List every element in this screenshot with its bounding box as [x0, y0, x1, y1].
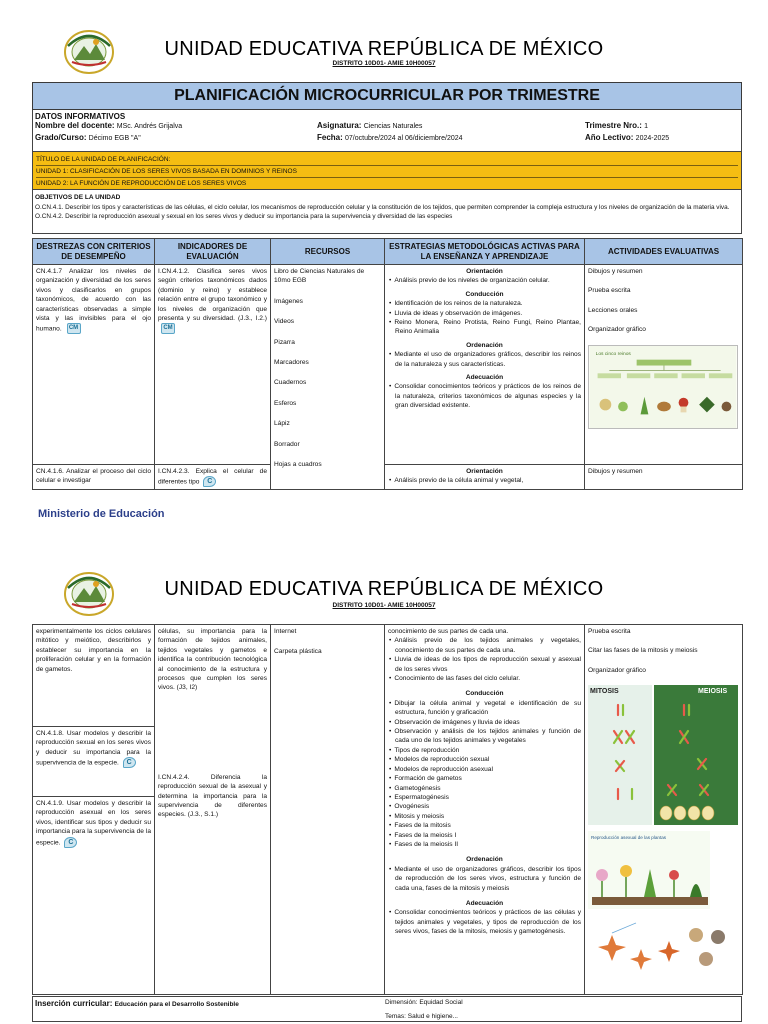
docente-label: Nombre del docente	[35, 121, 112, 130]
actividades-cell	[585, 265, 743, 465]
estrategia-item: • Fases de la meiosis I	[388, 831, 581, 840]
estrategia-orientacion-heading: Orientación	[466, 468, 503, 475]
destreza-cn416: CN.4.1.6. Analizar el proceso del ciclo celular e investigar	[36, 468, 151, 485]
trimestre-label: Trimestre Nro.	[585, 121, 640, 130]
estrategia-item: • Lluvia de ideas de los tipos de reproducción sexual y asexual de los seres vivos	[388, 655, 581, 674]
insercion-value: Educación para el Desarrollo Sostenible	[114, 1001, 239, 1008]
estrategia-item: • Fases de la mitosis	[388, 821, 581, 830]
asignatura-label: Asignatura	[317, 121, 359, 130]
objetivos-unidad	[32, 190, 742, 234]
district-code: DISTRITO 10D01- AMIE 10H00057	[332, 60, 436, 67]
c-badge-icon: C	[203, 476, 216, 487]
table-header-row	[33, 239, 743, 265]
district-code: DISTRITO 10D01- AMIE 10H00057	[332, 602, 436, 609]
estrategia-orientacion: • Análisis previo de la célula animal y vegetal,	[388, 476, 581, 485]
docente-value: MSc. Andrés Grijalva	[116, 123, 183, 130]
recursos-list	[274, 627, 381, 657]
estrategias-cell	[385, 625, 585, 995]
estrategia-item: • Análisis previo de los niveles de organización celular.	[388, 276, 581, 285]
unidad-heading: TÍTULO DE LA UNIDAD DE PLANIFICACIÓN:	[36, 154, 738, 166]
estrategia-item: • Gametogénesis	[388, 784, 581, 793]
school-name: UNIDAD EDUCATIVA REPÚBLICA DE MÉXICO	[164, 578, 604, 600]
mitosis-meiosis-image	[588, 685, 738, 825]
estrategia-conduccion-heading: Conducción	[465, 290, 504, 298]
actividad-item: Lecciones orales	[588, 306, 638, 314]
meiosis-label: MEIOSIS	[698, 688, 728, 696]
estrategia-adecuacion-heading: Adecuación	[465, 374, 504, 382]
recurso-item: Borrador	[274, 440, 300, 448]
recurso-item: Marcadores	[274, 359, 309, 367]
document-page-2	[0, 560, 768, 1024]
estrategia-adecuacion-heading: Adecuación	[465, 899, 504, 907]
cm-badge-icon: CM	[67, 323, 81, 334]
recurso-item: Hojas a cuadros	[274, 461, 322, 469]
estrategia-conduccion	[388, 299, 581, 337]
datos-informativos: DATOS INFORMATIVOS Nombre del docente: MSc. Andrés Grijalva Asignatura: Ciencias Naturales Trimestre Nro.: 1 Grado/Curso: Décimo EGB "A" Fecha: 07/octubre/2024 al 06/diciembre/2024 Año Lectivo: 2024-2025	[32, 110, 742, 152]
recursos-cell	[271, 265, 385, 490]
estrategia-item: • Reino Monera, Reino Protista, Reino Fungi, Reino Plantae, Reino Animalia	[388, 318, 581, 337]
grado-label: Grado/Curso:	[35, 133, 87, 142]
destreza-cn416-cont: experimentalmente los ciclos celulares mitótico y meiótico, describirlos y establecer su importancia en la proliferación celular y en la formación de gametos.	[36, 628, 151, 673]
estrategia-item: • Consolidar conocimientos teóricos y prácticos de los reinos de la naturaleza, criterios taxonómicos de algunas especies y la gran diversidad existente.	[388, 382, 581, 410]
asignatura-value: Ciencias Naturales	[363, 123, 423, 130]
actividad-item: Citar las fases de la mitosis y meiosis	[588, 647, 698, 655]
estrategia-ordenacion-heading: Ordenación	[466, 341, 503, 349]
actividades-cell	[585, 625, 743, 995]
destreza-cell	[33, 727, 155, 797]
actividad-item: Dibujos y resumen	[588, 468, 643, 475]
reproduccion-plantas-image	[588, 831, 710, 909]
trimestre-value: 1	[644, 123, 649, 130]
cinco-reinos-title: Los cinco reinos	[595, 351, 631, 357]
table-row	[33, 465, 743, 490]
cinco-reinos-image	[588, 345, 738, 429]
recurso-item: Libro de Ciencias Naturales de 10mo EGB	[274, 268, 365, 285]
estrategia-item: • Lluvia de ideas y observación de imágenes.	[388, 309, 581, 318]
header-recursos: RECURSOS	[271, 239, 385, 265]
table-row	[33, 265, 743, 465]
indicador-icn423-cont: células, su importancia para la formación de tejidos animales, tejidos vegetales y gametos e identifica la contribución tecnológica al conocimiento de la estructura y procesos que cumplen los seres vivos. (J3, I2)	[158, 628, 267, 692]
estrategia-continuacion: conocimiento de sus partes de cada una.	[388, 628, 509, 635]
unidad-1: UNIDAD 1: CLASIFICACIÓN DE LOS SERES VIVOS BASADA EN DOMINIOS Y REINOS	[36, 166, 738, 178]
fecha-label: Fecha	[317, 133, 341, 142]
estrategia-item: • Mitosis y meiosis	[388, 812, 581, 821]
estrategias-cell	[385, 265, 585, 465]
destreza-cell	[33, 265, 155, 465]
destreza-cn419: CN.4.1.9. Usar modelos y describir la reproducción asexual en los seres vivos, identificar sus tipos y deducir su importancia para la supervivencia de la especie.	[36, 800, 151, 846]
estrategia-item: • Observación y análisis de los tejidos animales y función de cada uno de los tejidos animales y vegetales	[388, 727, 581, 746]
estrategia-item: • Ovogénesis	[388, 802, 581, 811]
estrategia-item: • Espermatogénesis	[388, 793, 581, 802]
actividad-item: Prueba escrita	[588, 287, 631, 295]
recursos-list	[274, 267, 381, 469]
planning-table-page-1	[32, 238, 743, 490]
estrategia-item: • Modelos de reproducción sexual	[388, 755, 581, 764]
c-badge-icon: C	[123, 757, 136, 768]
destreza-cell	[33, 797, 155, 995]
estrategia-item: • Identificación de los reinos de la naturaleza.	[388, 299, 581, 308]
estrategia-orientacion	[388, 276, 581, 285]
insercion-curricular-row: Inserción curricular: Educación para el Desarrollo Sostenible Dimensión: Equidad Social Temas: Salud e higiene...	[32, 996, 742, 1022]
temas-text: Temas: Salud e higiene...	[385, 1013, 458, 1020]
objetivos-heading: OBJETIVOS DE LA UNIDAD	[35, 194, 121, 201]
indicador-cell	[155, 465, 271, 490]
recurso-item: Esferos	[274, 399, 297, 407]
destreza-cn417: CN.4.1.7 Analizar los niveles de organización y diversidad de los seres vivos y clasificarlos en grupos taxonómicos, de acuerdo con las características observadas a simple vista y las invisibles para el ojo humano.	[36, 268, 151, 333]
destreza-cn418: CN.4.1.8. Usar modelos y describir la reproducción sexual en los seres vivos y deducir su importancia para la supervivencia de la especie.	[36, 730, 151, 767]
destreza-cell	[33, 625, 155, 727]
estrategia-orientacion	[388, 636, 581, 683]
dimension-text: Dimensión: Equidad Social	[385, 999, 463, 1006]
indicador-icn423: I.CN.4.2.3. Explica el celular de diferentes tipo	[158, 468, 267, 486]
recurso-item: Imágenes	[274, 297, 303, 305]
indicador-icn424: I.CN.4.2.4. Diferencia la reproducción sexual de la asexual y determina la importancia para la supervivencia de diferentes especies. (J.3., S.1.)	[158, 773, 267, 819]
header-indicadores: INDICADORES DE EVALUACIÓN	[155, 239, 271, 265]
c-badge-icon: C	[64, 837, 77, 848]
estrategia-item: • Modelos de reproducción asexual	[388, 765, 581, 774]
estrategia-item: • Fases de la meiosis II	[388, 840, 581, 849]
objetivo-1: O.CN.4.1. Describir los tipos y características de las células, el ciclo celular, los mecanismos de reproducción celular y la constitución de los tejidos, que permiten comprender la compleja estructura y los niveles de organización de la materia viva.	[35, 203, 730, 211]
lectivo-label: Año Lectivo	[585, 133, 631, 142]
plan-title: PLANIFICACIÓN MICROCURRICULAR POR TRIMESTRE	[32, 82, 742, 110]
estrategia-ordenacion-heading: Ordenación	[466, 856, 503, 864]
ministerio-footer: Ministerio de Educación	[38, 508, 165, 520]
actividad-item: Organizador gráfico	[588, 326, 646, 334]
estrategia-item: • Conocimiento de las fases del ciclo celular.	[388, 674, 581, 683]
unidad-2: UNIDAD 2: LA FUNCIÓN DE REPRODUCCIÓN DE LOS SERES VIVOS	[36, 180, 247, 187]
recurso-item: Lápiz	[274, 420, 290, 428]
estrategia-item: • Formación de gametos	[388, 774, 581, 783]
datos-heading: DATOS INFORMATIVOS	[35, 112, 126, 121]
estrategia-adecuacion	[388, 382, 581, 410]
mitosis-label: MITOSIS	[590, 688, 619, 696]
objetivo-2: O.CN.4.2. Describir la reproducción asexual y sexual en los seres vivos y deducir su importancia para la supervivencia y diversidad de las especies	[35, 212, 453, 220]
grado-value: Décimo EGB "A"	[88, 135, 141, 142]
estrategia-ordenacion	[388, 865, 581, 893]
estrategias-cell	[385, 465, 585, 490]
recurso-item: Pizarra	[274, 338, 295, 346]
estrategia-ordenacion	[388, 350, 581, 369]
indicador-cell	[155, 265, 271, 465]
actividades-list	[588, 627, 739, 675]
insercion-label: Inserción curricular	[35, 999, 110, 1008]
cm-badge-icon: CM	[161, 323, 175, 334]
lectivo-value: 2024-2025	[635, 135, 670, 142]
actividades-cell	[585, 465, 743, 490]
estrategia-conduccion	[388, 699, 581, 850]
estrategia-item: • Tipos de reproducción	[388, 746, 581, 755]
recurso-item: Cuadernos	[274, 379, 307, 387]
estrategia-conduccion-heading: Conducción	[465, 690, 504, 698]
actividad-item: Organizador gráfico	[588, 666, 646, 674]
school-name: UNIDAD EDUCATIVA REPÚBLICA DE MÉXICO	[164, 38, 604, 60]
estrategia-item: • Observación de imágenes y lluvia de ideas	[388, 718, 581, 727]
actividad-item: Prueba escrita	[588, 628, 631, 635]
table-row	[33, 625, 743, 727]
indicador-icn412: I.CN.4.1.2. Clasifica seres vivos según criterios taxonómicos dados (dominio y reino) y establece relación entre el grupo taxonómico y los niveles de organización que presenta y su diversidad. (J.3., I.2.)	[158, 268, 267, 323]
unidad-titulo	[32, 152, 742, 190]
recurso-item: Videos	[274, 318, 295, 326]
estrategia-item: • Dibujar la célula animal y vegetal e identificación de su estructura, función y graficación	[388, 699, 581, 718]
indicador-cell	[155, 625, 271, 995]
destreza-cell	[33, 465, 155, 490]
estrategia-item: • Mediante el uso de organizadores gráficos, describir los reinos de la naturaleza y sus características.	[388, 350, 581, 369]
header-estrategias: ESTRATEGIAS METODOLÓGICAS ACTIVAS PARA LA ENSEÑANZA Y APRENDIZAJE	[385, 239, 585, 265]
header-actividades: ACTIVIDADES EVALUATIVAS	[585, 239, 743, 265]
estrategia-item: • Consolidar conocimientos teóricos y prácticos de las células y tejidos animales y vegetales, y tipos de reproducción de los seres vivos, fases de la mitosis, meiosis y gametogénesis.	[388, 908, 581, 936]
animales-asexual-image	[588, 915, 738, 977]
fecha-value: 07/octubre/2024 al 06/diciembre/2024	[345, 135, 463, 142]
plantas-label: Reproducción asexual de las plantas	[591, 835, 667, 841]
recursos-cell	[271, 625, 385, 995]
recurso-item: Internet	[274, 628, 297, 635]
header-destrezas: DESTREZAS CON CRITERIOS DE DESEMPEÑO	[33, 239, 155, 265]
estrategia-orientacion-heading: Orientación	[466, 268, 503, 275]
estrategia-item: • Análisis previo de los tejidos animales y vegetales, conocimiento de sus partes de cada una.	[388, 636, 581, 655]
estrategia-adecuacion	[388, 908, 581, 936]
actividad-item: Dibujos y resumen	[588, 268, 643, 275]
planning-table-page-2	[32, 624, 743, 995]
estrategia-item: • Mediante el uso de organizadores gráficos, describir los tipos de reproducción de los seres vivos, estructura y función de cada una, fases de la mitosis y meiosis	[388, 865, 581, 893]
recurso-item: Carpeta plástica	[274, 648, 322, 656]
actividades-list	[588, 267, 739, 335]
